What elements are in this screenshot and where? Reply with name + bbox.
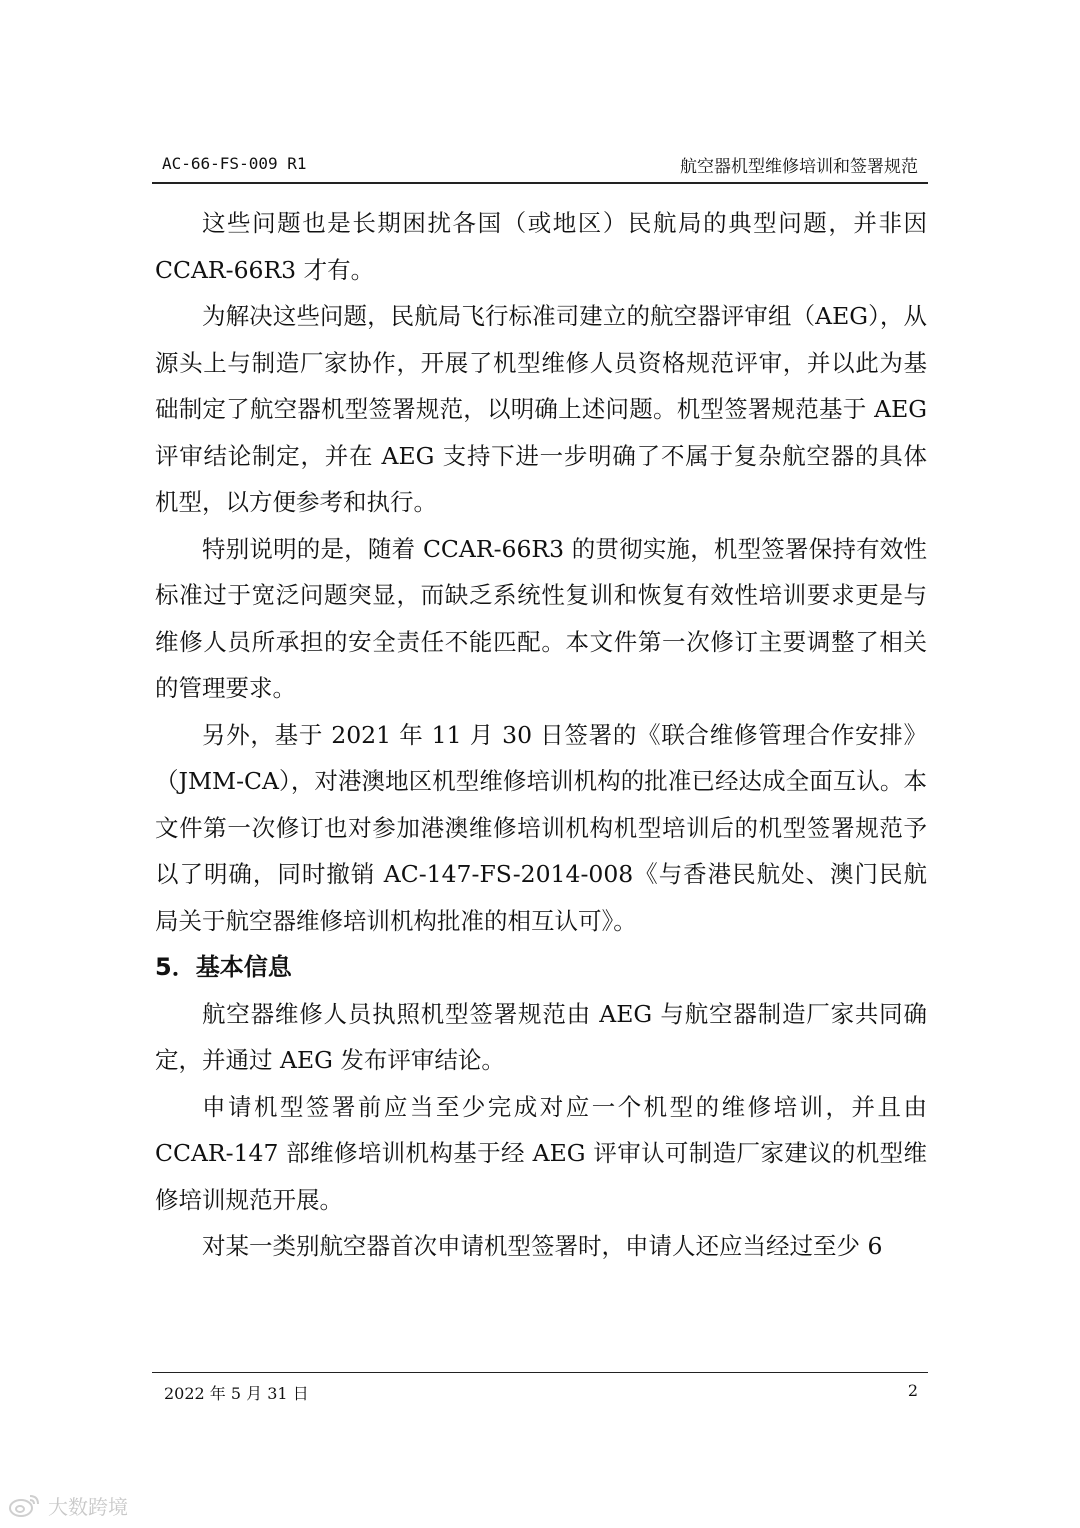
watermark-text: 大数跨境 [48, 1494, 128, 1519]
page-footer [152, 1372, 928, 1403]
watermark [8, 1490, 128, 1520]
footer-date: 2022 年 5 月 31 日 [164, 1384, 309, 1403]
body-paragraph: 这些问题也是长期困扰各国（或地区）民航局的典型问题，并非因 CCAR-66R3 才有。 [155, 209, 927, 284]
section-heading: 5．基本信息 [155, 953, 292, 981]
section-paragraph: 航空器维修人员执照机型签署规范由 AEG 与航空器制造厂家共同确定，并通过 AEG 发布评审结论。 [155, 999, 927, 1074]
document-code: AC-66-FS-009 R1 [162, 154, 307, 173]
page-number: 2 [907, 1381, 918, 1400]
document-title: 航空器机型维修培训和签署规范 [680, 157, 918, 177]
section-paragraph: 对某一类别航空器首次申请机型签署时，申请人还应当经过至少 6 [202, 1232, 883, 1260]
body-paragraph: 特别说明的是，随着 CCAR-66R3 的贯彻实施，机型签署保持有效性标准过于宽泛问题突显，而缺乏系统性复训和恢复有效性培训要求更是与维修人员所承担的安全责任不能匹配。本文件第一次修订主要调整了相关的管理要求。 [155, 534, 927, 702]
page-header [152, 150, 928, 184]
section-paragraph: 申请机型签署前应当至少完成对应一个机型的维修培训，并且由 CCAR-147 部维修培训机构基于经 AEG 评审认可制造厂家建议的机型维修培训规范开展。 [155, 1092, 927, 1214]
document-body [155, 200, 927, 1270]
body-paragraph: 另外，基于 2021 年 11 月 30 日签署的《联合维修管理合作安排》（JMM-CA），对港澳地区机型维修培训机构的批准已经达成全面互认。本文件第一次修订也对参加港澳维修培训机构机型培训后的机型签署规范予以了明确，同时撤销 AC-147-FS-2014-008《与香港民航处、澳门民航局关于航空器维修培训机构批准的相互认可》。 [155, 720, 927, 935]
body-paragraph: 为解决这些问题，民航局飞行标准司建立的航空器评审组（AEG），从源头上与制造厂家协作，开展了机型维修人员资格规范评审，并以此为基础制定了航空器机型签署规范，以明确上述问题。机型签署规范基于 AEG 评审结论制定，并在 AEG 支持下进一步明确了不属于复杂航空器的具体机型，以方便参考和执行。 [155, 302, 927, 516]
weibo-logo-icon [8, 1492, 42, 1518]
